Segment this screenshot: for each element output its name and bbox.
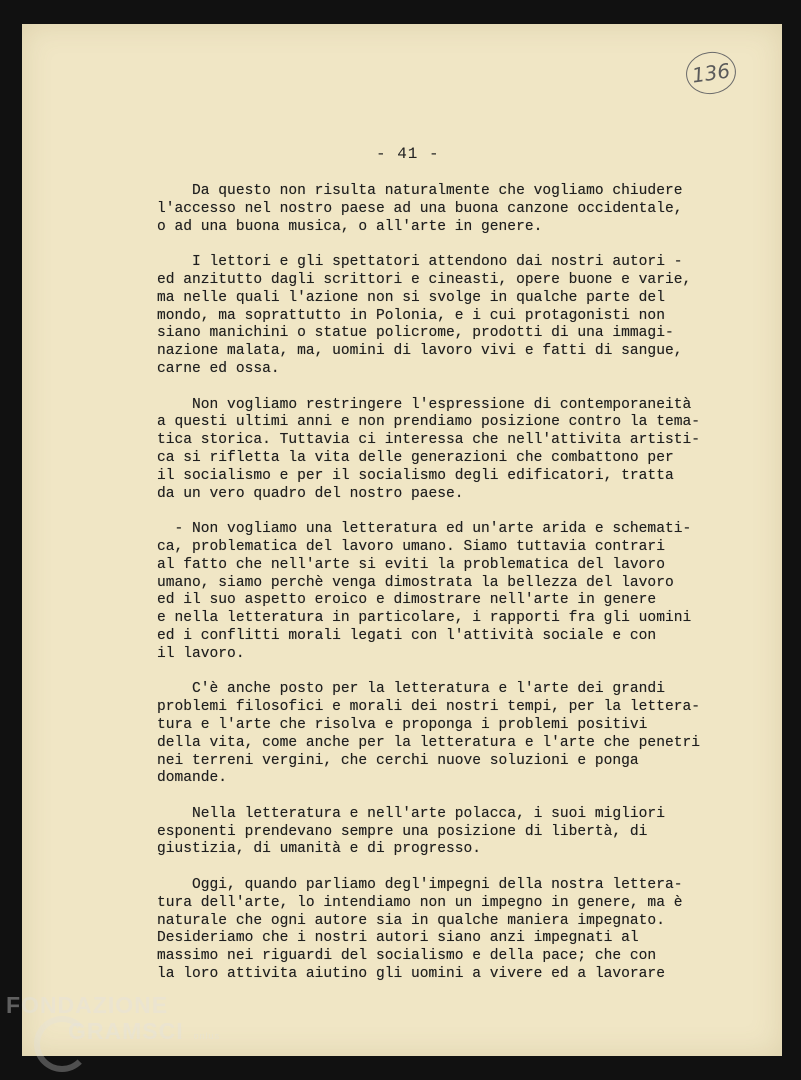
text-line: il lavoro. [157, 645, 245, 662]
watermark-line2-text: GRAMSCI [68, 1018, 184, 1044]
text-line: Da questo non risulta naturalmente che vogliamo chiudere [157, 183, 683, 199]
text-line: naturale che ogni autore sia in qualche maniera impegnato. [157, 912, 665, 929]
text-line: esponenti prendevano sempre una posizione di libertà, di [157, 823, 648, 840]
paragraph [157, 521, 757, 663]
text-line: al fatto che nell'arte si eviti la problematica del lavoro [157, 556, 665, 573]
page-number: - 41 - [376, 145, 440, 163]
text-line: - Non vogliamo una letteratura ed un'arte arida e schemati- [157, 521, 692, 538]
text-line: I lettori e gli spettatori attendono dai nostri autori - [157, 254, 683, 271]
paragraph [157, 183, 757, 236]
text-line: a questi ultimi anni e non prendiamo posizione contro la tema- [157, 414, 700, 431]
paragraph [157, 877, 757, 984]
text-line: Nella letteratura e nell'arte polacca, i suoi migliori [157, 805, 665, 822]
watermark-line1: FONDAZIONE [6, 992, 169, 1018]
text-line: carne ed ossa. [157, 360, 280, 377]
text-line: umano, siamo perchè venga dimostrata la bellezza del lavoro [157, 574, 674, 591]
text-line: l'accesso nel nostro paese ad una buona canzone occidentale, [157, 200, 683, 217]
text-line: ed anzitutto dagli scrittori e cineasti, opere buone e varie, [157, 271, 692, 288]
text-line: nazione malata, ma, uomini di lavoro vivi e fatti di sangue, [157, 343, 683, 360]
text-line: massimo nei riguardi del socialismo e della pace; che con [157, 948, 657, 965]
text-line: problemi filosofici e morali dei nostri tempi, per la lettera- [157, 699, 700, 716]
text-line: Desideriamo che i nostri autori siano anzi impegnati al [157, 930, 639, 947]
text-line: ed i conflitti morali legati con l'attività sociale e con [157, 627, 657, 644]
text-line: la loro attivita aiutino gli uomini a vivere ed a lavorare [157, 966, 665, 983]
text-line: siano manichini o statue policrome, prodotti di una immagi- [157, 325, 674, 342]
paragraph [157, 254, 757, 379]
text-line: domande. [157, 770, 228, 787]
paragraph [157, 397, 757, 504]
text-line: C'è anche posto per la letteratura e l'arte dei grandi [157, 681, 665, 698]
text-line: ma nelle quali l'azione non si svolge in qualche parte del [157, 289, 665, 306]
text-line: ed il suo aspetto eroico e dimostrare nell'arte in genere [157, 592, 657, 609]
paragraph [157, 806, 757, 859]
document-body [157, 183, 757, 1002]
text-line: Oggi, quando parliamo degl'impegni della nostra lettera- [157, 877, 683, 894]
text-line: tura e l'arte che risolva e proponga i problemi positivi [157, 716, 648, 733]
text-line: giustizia, di umanità e di progresso. [157, 841, 482, 858]
text-line: ca, problematica del lavoro umano. Siamo tuttavia contrari [157, 538, 665, 555]
text-line: Non vogliamo restringere l'espressione di contemporaneità [157, 396, 692, 413]
text-line: da un vero quadro del nostro paese. [157, 485, 464, 502]
paragraph [157, 681, 757, 788]
text-line: mondo, ma soprattutto in Polonia, e i cui protagonisti non [157, 307, 665, 324]
watermark-ring-icon [34, 1016, 90, 1072]
text-line: tica storica. Tuttavia ci interessa che nell'attivita artisti- [157, 432, 700, 449]
text-line: tura dell'arte, lo intendiamo non un impegno in genere, ma è [157, 894, 683, 911]
text-line: ca si rifletta la vita delle generazioni che combattono per [157, 449, 674, 466]
watermark-logo [6, 992, 220, 1049]
text-line: e nella letteratura in particolare, i rapporti fra gli uomini [157, 610, 692, 627]
watermark-sub: onlus [193, 1031, 221, 1041]
text-line: della vita, come anche per la letteratura e l'arte che penetri [157, 734, 700, 751]
archive-number-stamp: 136 [683, 49, 738, 98]
text-line: il socialismo e per il socialismo degli edificatori, tratta [157, 467, 674, 484]
text-line: nei terreni vergini, che cerchi nuove soluzioni e ponga [157, 752, 639, 769]
text-line: o ad una buona musica, o all'arte in genere. [157, 218, 543, 235]
